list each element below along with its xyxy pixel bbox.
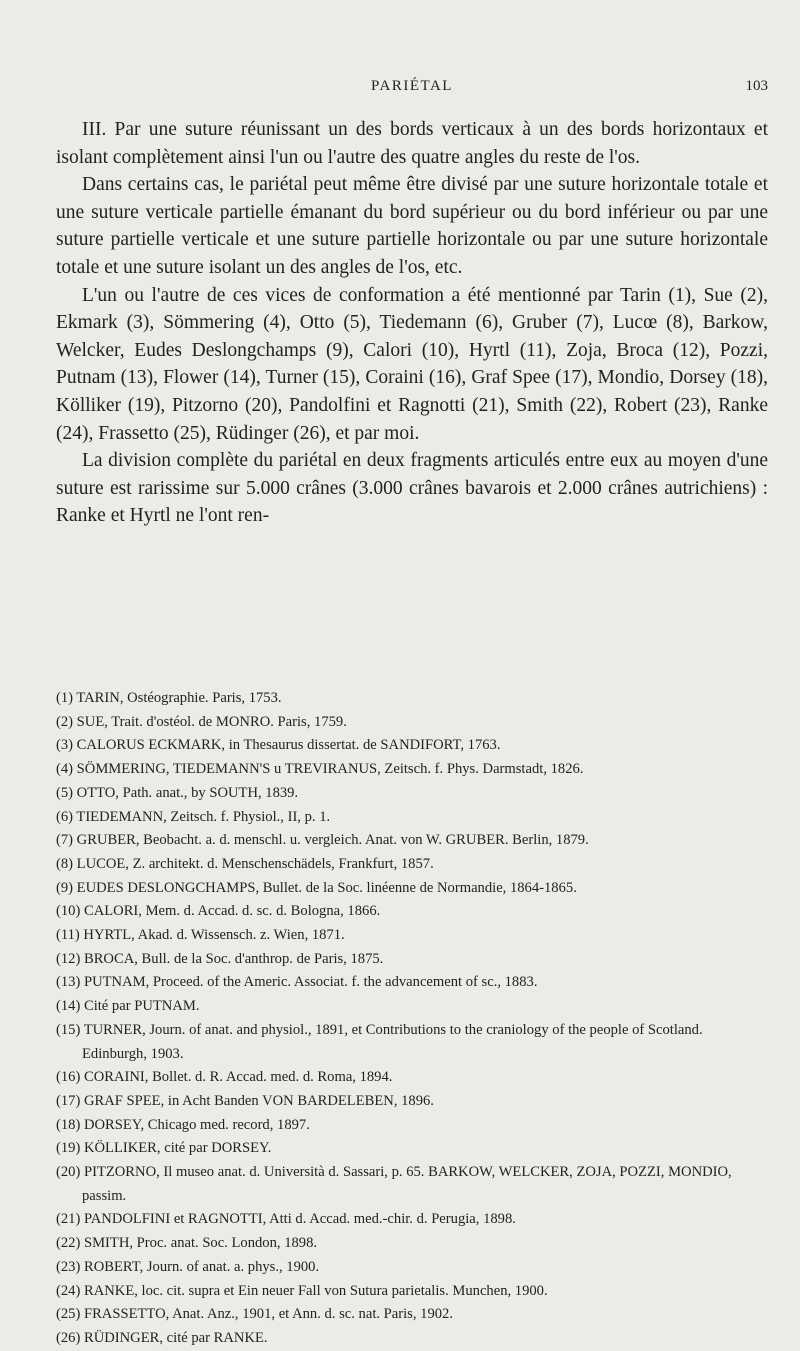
footnote: (4) SÖMMERING, TIEDEMANN'S u TREVIRANUS, Zeitsch. f. Phys. Darmstadt, 1826. [56, 761, 584, 778]
paragraph: Dans certains cas, le pariétal peut même être divisé par une suture horizontale totale et une suture verticale partielle émanant du bord supérieur ou du bord inférieur ou par une suture partielle verticale et une suture partielle horizontale ou par une suture horizontale totale et une suture isolant un des angles de l'os, etc. [56, 174, 768, 278]
footnotes [56, 687, 768, 1351]
footnote: (13) PUTNAM, Proceed. of the Americ. Associat. f. the advancement of sc., 1883. [56, 974, 538, 991]
footnote: (2) SUE, Trait. d'ostéol. de MONRO. Paris, 1759. [56, 713, 347, 730]
footnote: (22) SMITH, Proc. anat. Soc. London, 1898. [56, 1235, 318, 1252]
page-number: 103 [745, 78, 768, 94]
footnote: (24) RANKE, loc. cit. supra et Ein neuer Fall von Sutura parietalis. Munchen, 1900. [56, 1282, 548, 1299]
footnote: (18) DORSEY, Chicago med. record, 1897. [56, 1116, 310, 1133]
footnote: (7) GRUBER, Beobacht. a. d. menschl. u. vergleich. Anat. von W. GRUBER. Berlin, 1879. [56, 832, 589, 849]
footnote: (15) TURNER, Journ. of anat. and physiol., 1891, et Contributions to the craniology of the people of Scotland. Edinburgh, 1903. [56, 1021, 703, 1062]
paragraph: III. Par une suture réunissant un des bords verticaux à un des bords horizontaux et isolant complètement ainsi l'un ou l'autre des quatre angles du reste de l'os. [56, 119, 768, 168]
paragraph: La division complète du pariétal en deux fragments articulés entre eux au moyen d'une suture est rarissime sur 5.000 crânes (3.000 crânes bavarois et 2.000 crânes autrichiens) : Ranke et Hyrtl ne l'ont ren- [56, 450, 768, 527]
page-header [56, 78, 768, 102]
footnote: (26) RÜDINGER, cité par RANKE. [56, 1329, 268, 1346]
main-text [56, 116, 768, 530]
footnote: (12) BROCA, Bull. de la Soc. d'anthrop. de Paris, 1875. [56, 950, 384, 967]
footnote: (6) TIEDEMANN, Zeitsch. f. Physiol., II, p. 1. [56, 808, 331, 825]
paragraph: L'un ou l'autre de ces vices de conformation a été mentionné par Tarin (1), Sue (2), Ekmark (3), Sömmering (4), Otto (5), Tiedemann (6), Gruber (7), Lucœ (8), Barkow, Welcker, Eudes Deslongchamps (9), Calori (10), Hyrtl (11), Zoja, Broca (12), Pozzi, Putnam (13), Flower (14), Turner (15), Coraini (16), Graf Spee (17), Mondio, Dorsey (18), Kölliker (19), Pitzorno (20), Pandolfini et Ragnotti (21), Smith (22), Robert (23), Ranke (24), Frassetto (25), Rüdinger (26), et par moi. [56, 284, 768, 444]
footnote: (3) CALORUS ECKMARK, in Thesaurus dissertat. de SANDIFORT, 1763. [56, 737, 501, 754]
footnote: (25) FRASSETTO, Anat. Anz., 1901, et Ann. d. sc. nat. Paris, 1902. [56, 1306, 453, 1323]
footnote: (16) CORAINI, Bollet. d. R. Accad. med. d. Roma, 1894. [56, 1069, 393, 1086]
footnote: (20) PITZORNO, Il museo anat. d. Università d. Sassari, p. 65. BARKOW, WELCKER, ZOJA, POZZI, MONDIO, passim. [56, 1164, 732, 1204]
footnote: (5) OTTO, Path. anat., by SOUTH, 1839. [56, 784, 299, 801]
footnote: (19) KÖLLIKER, cité par DORSEY. [56, 1140, 272, 1157]
footnote: (9) EUDES DESLONGCHAMPS, Bullet. de la Soc. linéenne de Normandie, 1864-1865. [56, 879, 577, 896]
footnote: (8) LUCOE, Z. architekt. d. Menschenschädels, Frankfurt, 1857. [56, 855, 434, 872]
footnote: (14) Cité par PUTNAM. [56, 998, 200, 1015]
footnote: (21) PANDOLFINI et RAGNOTTI, Atti d. Accad. med.-chir. d. Perugia, 1898. [56, 1211, 516, 1228]
footnote: (23) ROBERT, Journ. of anat. a. phys., 1900. [56, 1258, 320, 1275]
footnote: (1) TARIN, Ostéographie. Paris, 1753. [56, 690, 282, 706]
footnote: (10) CALORI, Mem. d. Accad. d. sc. d. Bologna, 1866. [56, 903, 381, 920]
running-head: PARIÉTAL [371, 78, 453, 94]
footnote: (11) HYRTL, Akad. d. Wissensch. z. Wien, 1871. [56, 927, 345, 944]
footnote: (17) GRAF SPEE, in Acht Banden VON BARDELEBEN, 1896. [56, 1092, 434, 1109]
